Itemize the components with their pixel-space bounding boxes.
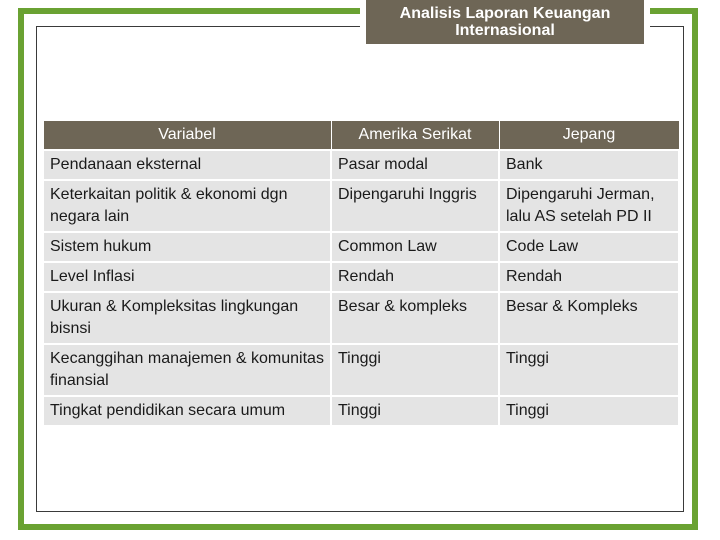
- table-row: [43, 396, 679, 426]
- table-row: [43, 292, 679, 344]
- cell-variable: Kecanggihan manajemen & komunitas finansial: [43, 344, 331, 396]
- cell-jepang: Tinggi: [499, 396, 679, 426]
- cell-amerika: Tinggi: [331, 396, 499, 426]
- table-header-row: [43, 121, 679, 151]
- header-amerika-serikat: Amerika Serikat: [331, 121, 499, 151]
- cell-amerika: Besar & kompleks: [331, 292, 499, 344]
- header-variabel: Variabel: [43, 121, 331, 151]
- cell-amerika: Pasar modal: [331, 150, 499, 180]
- cell-jepang: Rendah: [499, 262, 679, 292]
- slide-title-line-2: Internasional: [455, 22, 555, 39]
- cell-variable: Ukuran & Kompleksitas lingkungan bisnsi: [43, 292, 331, 344]
- cell-amerika: Rendah: [331, 262, 499, 292]
- cell-variable: Pendanaan eksternal: [43, 150, 331, 180]
- cell-variable: Sistem hukum: [43, 232, 331, 262]
- table-row: [43, 180, 679, 232]
- header-jepang: Jepang: [499, 121, 679, 151]
- table-row: [43, 150, 679, 180]
- cell-jepang: Bank: [499, 150, 679, 180]
- table-row: [43, 232, 679, 262]
- cell-amerika: Common Law: [331, 232, 499, 262]
- cell-jepang: Besar & Kompleks: [499, 292, 679, 344]
- cell-amerika: Tinggi: [331, 344, 499, 396]
- slide-title-line-1: Analisis Laporan Keuangan: [399, 5, 611, 22]
- cell-variable: Keterkaitan politik & ekonomi dgn negara lain: [43, 180, 331, 232]
- cell-variable: Tingkat pendidikan secara umum: [43, 396, 331, 426]
- cell-amerika: Dipengaruhi Inggris: [331, 180, 499, 232]
- comparison-table: [42, 120, 680, 427]
- cell-jepang: Code Law: [499, 232, 679, 262]
- slide-title: [366, 0, 644, 44]
- table-row: [43, 262, 679, 292]
- cell-variable: Level Inflasi: [43, 262, 331, 292]
- table-row: [43, 344, 679, 396]
- cell-jepang: Dipengaruhi Jerman, lalu AS setelah PD II: [499, 180, 679, 232]
- cell-jepang: Tinggi: [499, 344, 679, 396]
